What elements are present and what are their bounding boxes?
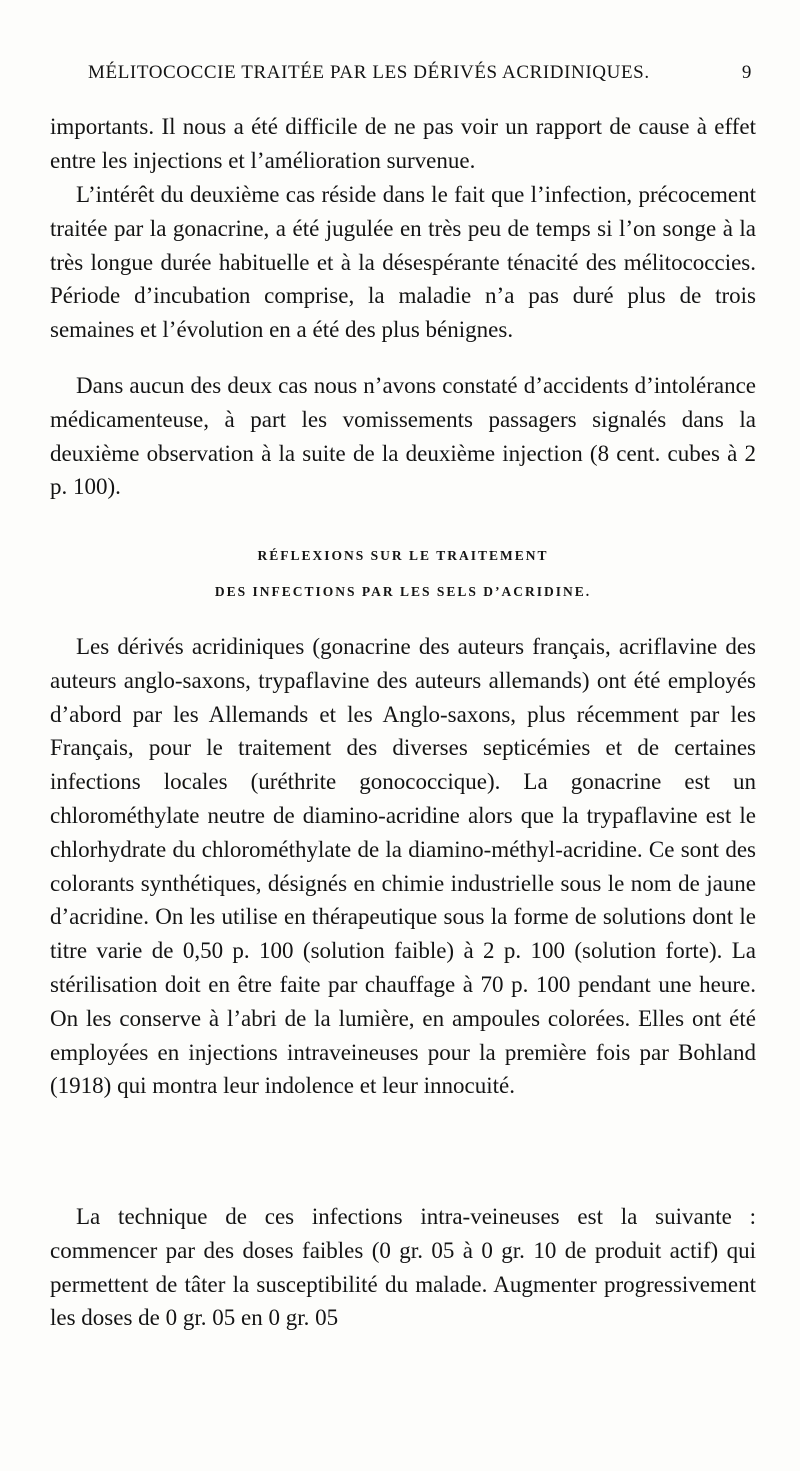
paragraph-second-case: L’intérêt du deuxième cas réside dans le fait que l’infection, précocement traitée par la gonacrine, a été jugulée en très peu de temps si l’on songe à la très longue durée habituelle et à la désespérante ténacité des mélitococcies. Période d’incubation comprise, la maladie n’a pas duré plus de trois semaines et l’évolution en a été des plus bénignes. [50,182,756,343]
running-header [88,62,752,92]
running-title: MÉLITOCOCCIE TRAITÉE PAR LES DÉRIVÉS ACRIDINIQUES. [88,62,650,83]
page-number: 9 [741,62,752,83]
section-heading-line1: RÉFLEXIONS SUR LE TRAITEMENT [257,548,549,563]
paragraph-acridine-derivatives: Les dérivés acridiniques (gonacrine des auteurs français, acriflavine des auteurs anglo-saxons, trypaflavine des auteurs allemands) ont été employés d’abord par les Allemands et les Anglo-saxons, plus récemment par les Français, pour le traitement des diverses septicémies et de certaines infections locales (uréthrite gonococcique). La gonacrine est un chlorométhylate neutre de diamino-acridine alors que la trypaflavine est le chlorhydrate du chlorométhylate de la diamino-méthyl-acridine. Ce sont des colorants synthétiques, désignés en chimie industrielle sous le nom de jaune d’acridine. On les utilise en thérapeutique sous la forme de solutions dont le titre varie de 0,50 p. 100 (solution faible) à 2 p. 100 (solution forte). La stérilisation doit en être faite par chauffage à 70 p. 100 pendant une heure. On les conserve à l’abri de la lumière, en ampoules colorées. Elles ont été employées en injections intraveineuses pour la première fois par Bohland (1918) qui montra leur indolence et leur innocuité. [50,634,756,1099]
paragraph-intolerance: Dans aucun des deux cas nous n’avons constaté d’accidents d’intolérance médicamenteuse, à part les vomissements passagers signalés dans la deuxième observation à la suite de la deuxième injection (8 cent. cubes à 2 p. 100). [50,373,756,500]
paragraph-technique: La technique de ces infections intra-veineuses est la suivante : commencer par des doses faibles (0 gr. 05 à 0 gr. 10 de produit actif) qui permettent de tâter la susceptibilité du malade. Augmenter progressivement les doses de 0 gr. 05 en 0 gr. 05 [50,1204,756,1331]
section-heading-line2: DES INFECTIONS PAR LES SELS D’ACRIDINE. [214,584,592,599]
paragraph-continuation: importants. Il nous a été difficile de ne pas voir un rapport de cause à effet entre les injections et l’amélioration survenue. [50,114,756,173]
